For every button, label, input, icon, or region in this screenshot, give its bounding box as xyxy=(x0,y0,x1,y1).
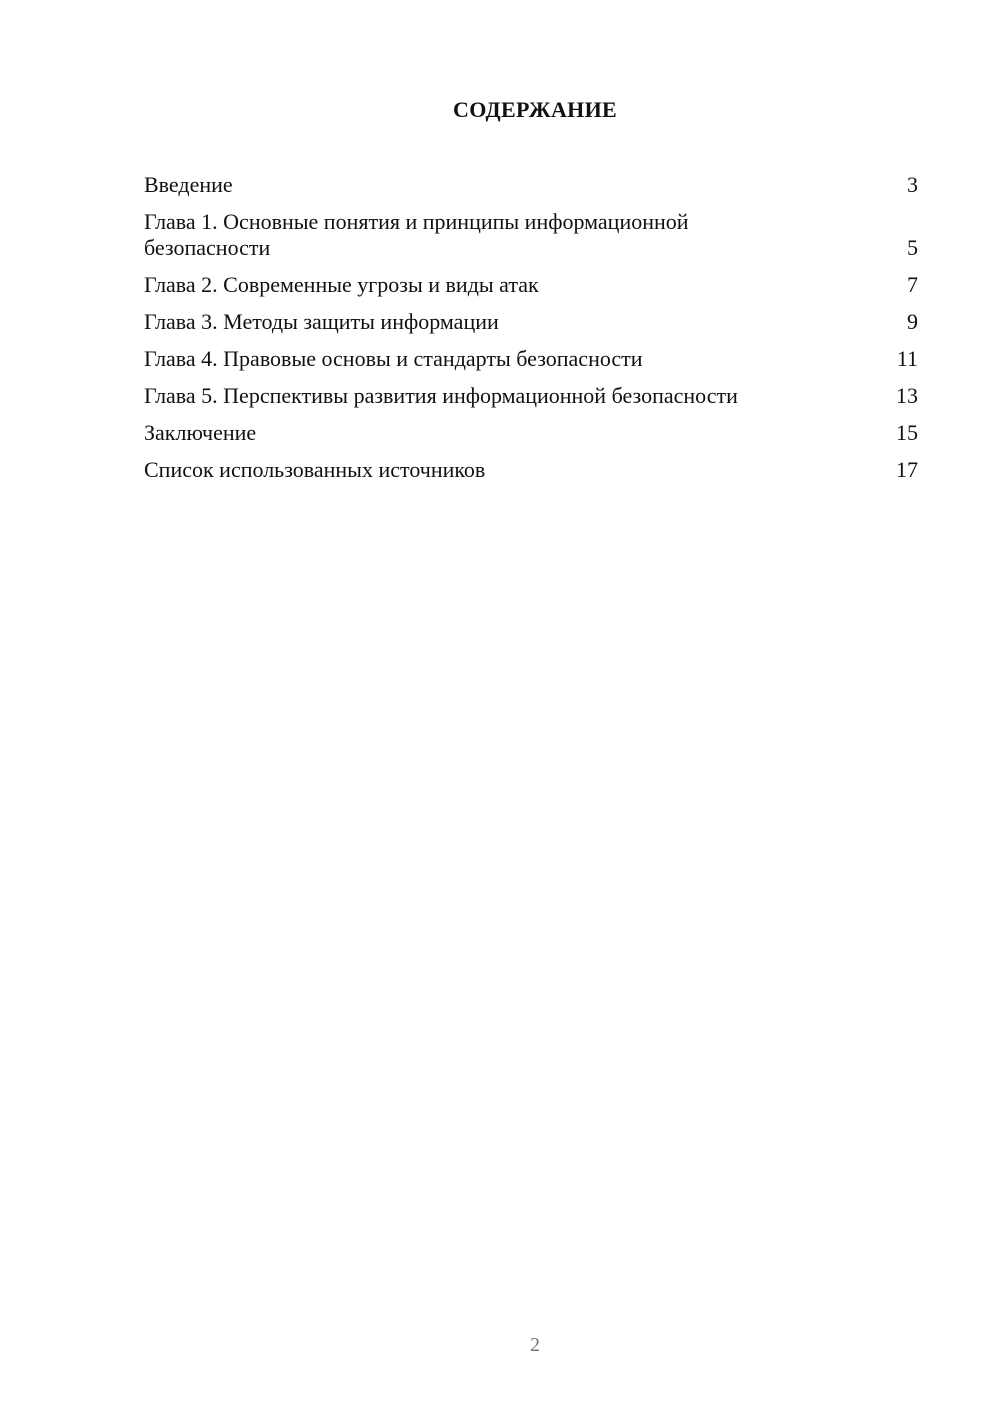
toc-entry-introduction xyxy=(144,172,918,198)
toc-entry-title: Введение xyxy=(144,172,233,197)
toc-entry-page: 13 xyxy=(896,383,918,408)
toc-entry-page: 11 xyxy=(896,346,918,371)
toc-entry-title: Список использованных источников xyxy=(144,457,486,482)
toc-entry-title: Глава 1. Основные понятия и принципы информационной безопасности xyxy=(144,209,689,260)
toc-entry-chapter-4 xyxy=(144,346,918,372)
toc-entry-page: 3 xyxy=(907,172,918,197)
toc-entry-title: Глава 2. Современные угрозы и виды атак xyxy=(144,272,539,297)
table-of-contents xyxy=(144,172,918,483)
toc-entry-title: Глава 3. Методы защиты информации xyxy=(144,309,499,334)
toc-entry-references xyxy=(144,457,918,483)
toc-entry-title: Заключение xyxy=(144,420,257,445)
toc-entry-chapter-1 xyxy=(144,209,918,261)
toc-entry-title: Глава 5. Перспективы развития информационной безопасности xyxy=(144,383,738,408)
toc-entry-title: Глава 4. Правовые основы и стандарты безопасности xyxy=(144,346,643,371)
toc-entry-page: 7 xyxy=(907,272,918,297)
toc-entry-page: 9 xyxy=(907,309,918,334)
toc-entry-page: 15 xyxy=(896,420,918,445)
toc-entry-chapter-5 xyxy=(144,383,918,409)
page-number: 2 xyxy=(530,1334,540,1356)
page-title: СОДЕРЖАНИЕ xyxy=(453,97,617,122)
toc-entry-chapter-3 xyxy=(144,309,918,335)
toc-entry-chapter-2 xyxy=(144,272,918,298)
toc-entry-conclusion xyxy=(144,420,918,446)
toc-entry-page: 5 xyxy=(907,235,918,260)
toc-entry-page: 17 xyxy=(896,457,918,482)
